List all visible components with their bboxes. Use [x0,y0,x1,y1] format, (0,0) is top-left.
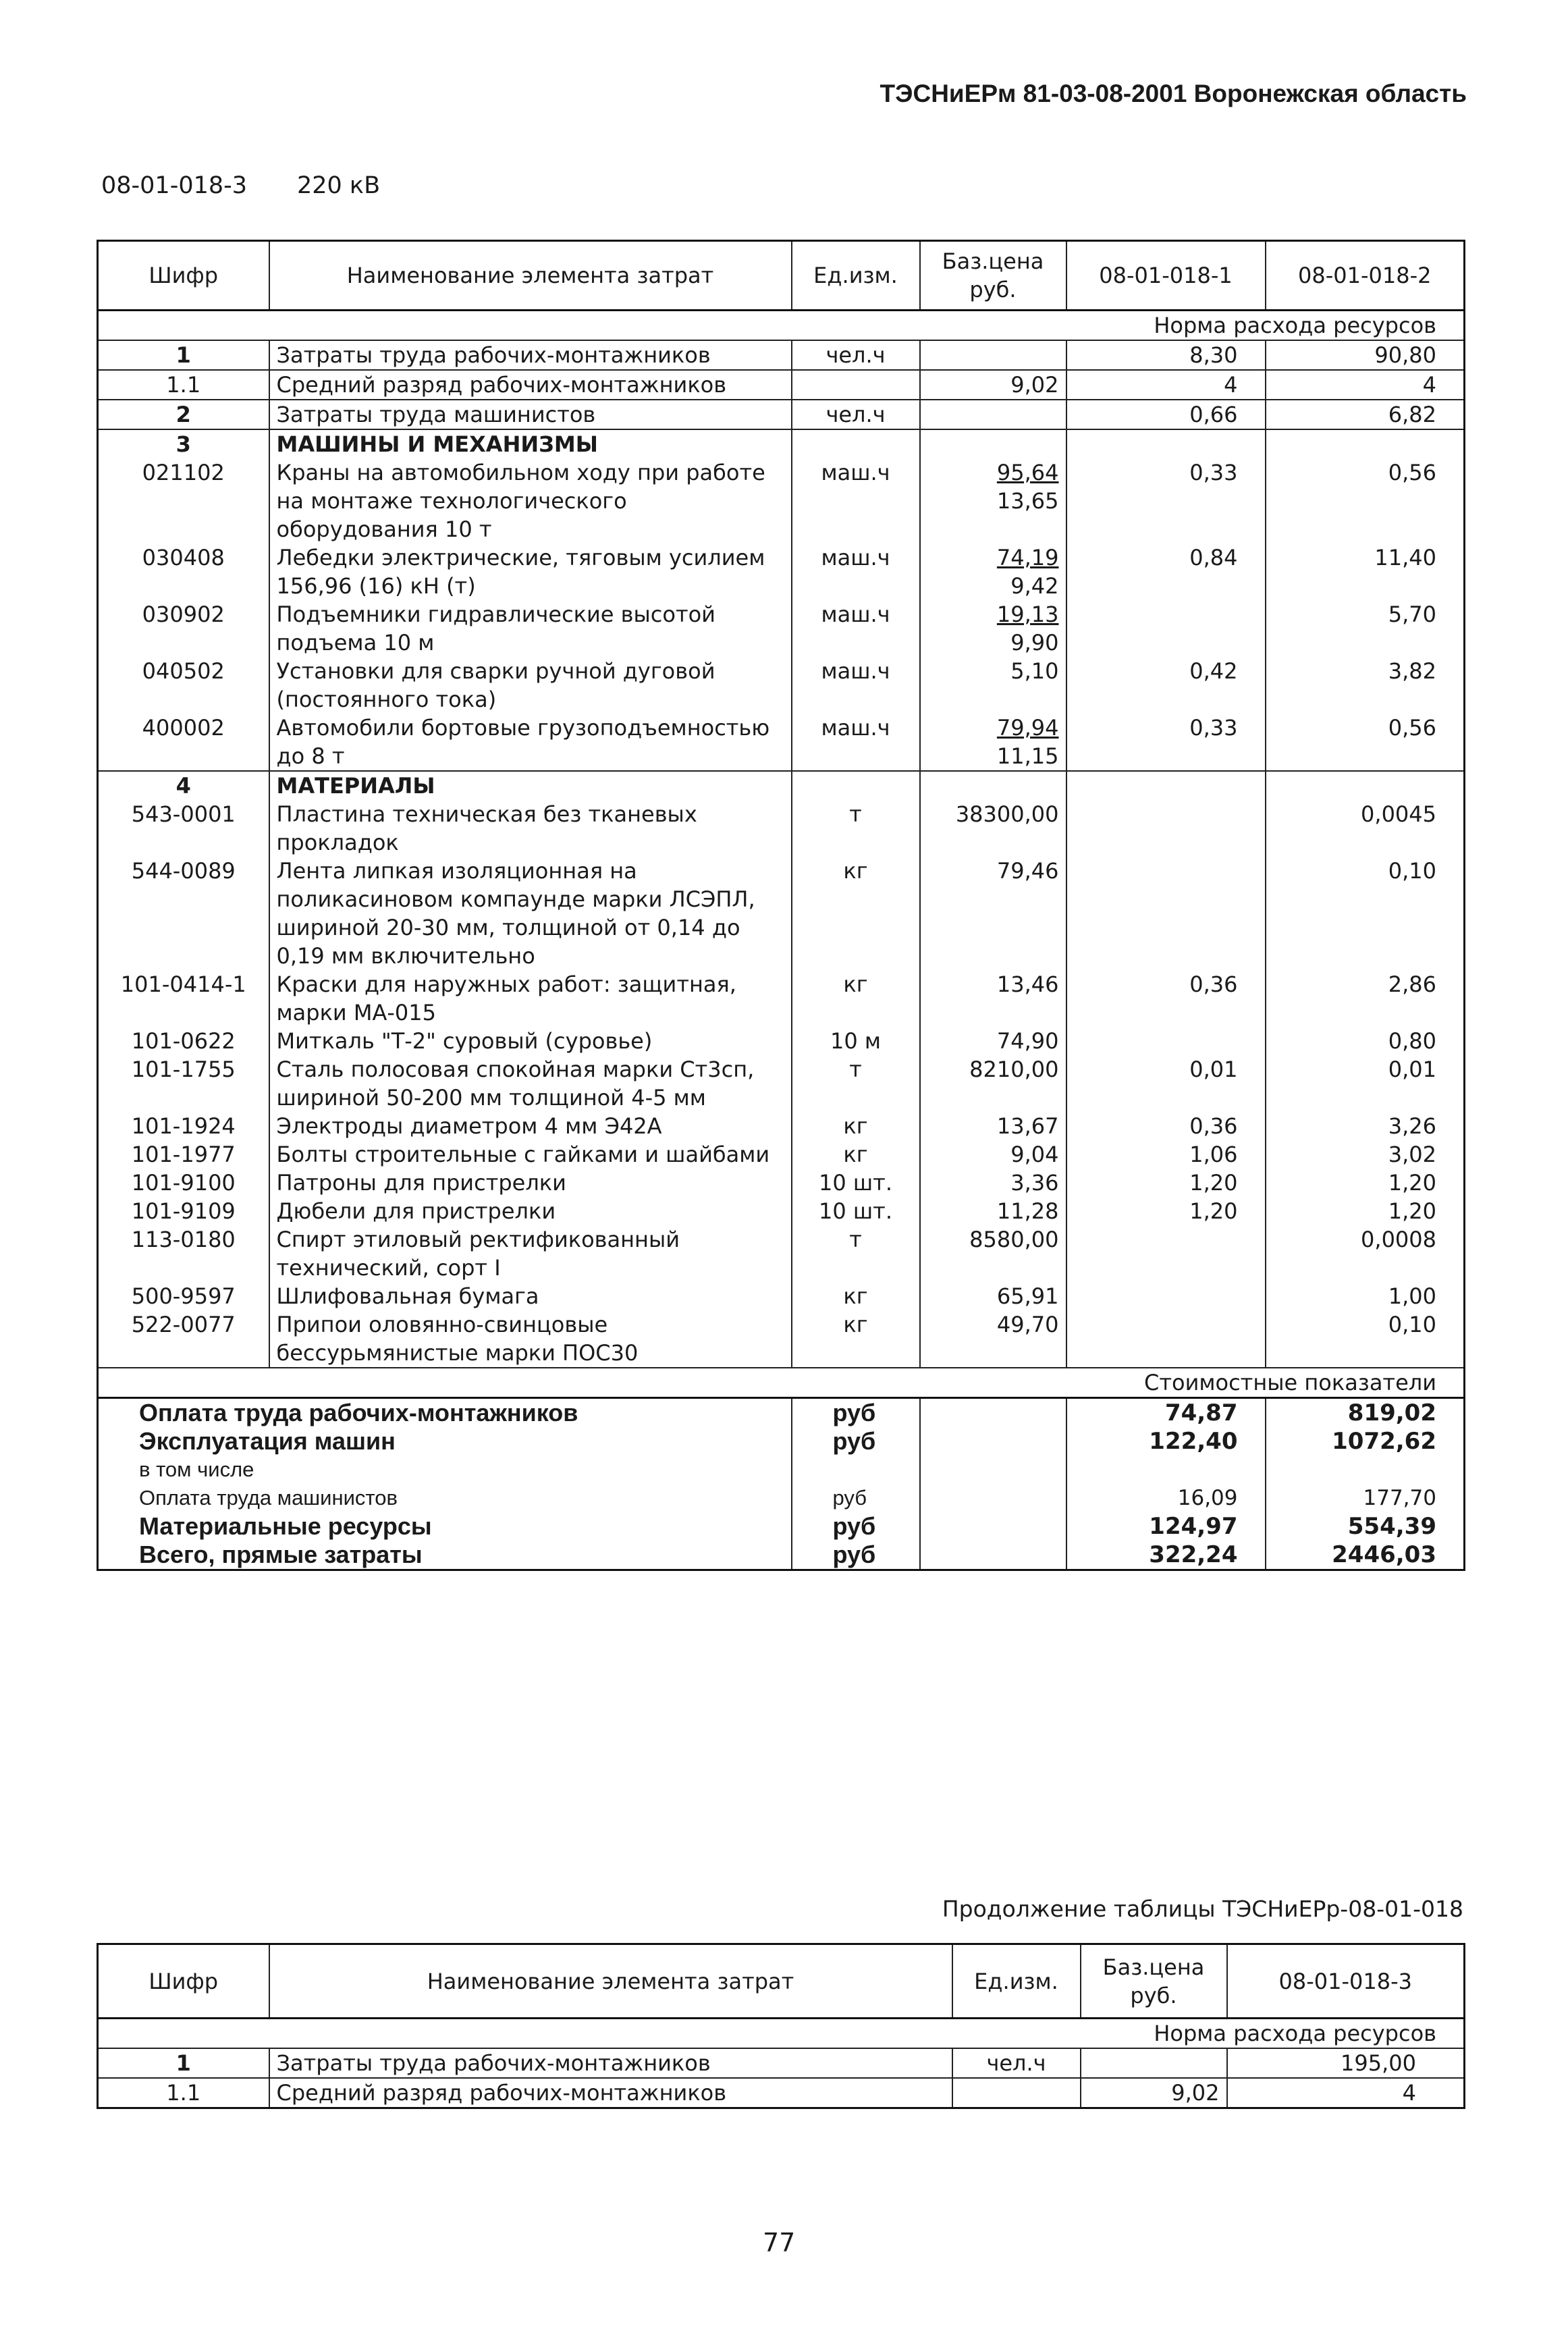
base-price: 49,70 [996,1312,1059,1337]
total-v1: 16,09 [1066,1484,1266,1512]
cell-name: Электроды диаметром 4 мм Э42А [269,1112,792,1140]
cell-price [920,1169,1066,1197]
cell-price [920,543,1066,600]
total-price-blank [920,1512,1066,1541]
cell-code: 543-0001 [98,800,269,857]
table-row [98,600,1465,657]
table-row [98,2078,1465,2108]
cell-code: 1 [98,340,269,370]
document-header-title: ТЭСНиЕРм 81-03-08-2001 Воронежская область [880,80,1467,107]
cell-price [920,657,1066,714]
base-price: 8580,00 [969,1227,1059,1252]
base-price: 3,36 [1010,1170,1059,1196]
section-heading-row [98,429,1465,458]
cell-code: 101-0622 [98,1027,269,1055]
cell-code: 400002 [98,714,269,771]
base-price: 79,46 [996,858,1059,884]
cell-price [920,857,1066,970]
cell-v1 [1066,771,1266,800]
cell-unit: 10 шт. [792,1169,920,1197]
cell-unit [792,370,920,400]
t2-header-price: Баз.цена руб. [1081,1944,1227,2019]
cell-v1 [1066,600,1266,657]
cost-total-row [98,1398,1465,1428]
base-price: 65,91 [996,1283,1059,1309]
cell-price [920,429,1066,458]
cell-v2: 0,10 [1266,857,1465,970]
t2-header-code: Шифр [98,1944,269,2019]
cell-v1: 0,01 [1066,1055,1266,1112]
total-v2: 2446,03 [1266,1541,1465,1570]
cell-v1: 1,20 [1066,1169,1266,1197]
table-row [98,400,1465,429]
total-name: Эксплуатация машин [98,1427,792,1456]
cell-v1: 195,00 [1227,2048,1465,2078]
cell-v1 [1066,800,1266,857]
cell-code: 101-1977 [98,1140,269,1169]
cell-code: 1.1 [98,370,269,400]
cell-code: 113-0180 [98,1225,269,1282]
total-unit: руб [792,1398,920,1428]
cell-unit: маш.ч [792,600,920,657]
cell-unit: маш.ч [792,714,920,771]
cell-v1: 4 [1066,370,1266,400]
cell-v1: 1,06 [1066,1140,1266,1169]
header-col-2: 08-01-018-2 [1266,241,1465,311]
total-name: Материальные ресурсы [98,1512,792,1541]
cell-unit [792,771,920,800]
cell-name: Лебедки электрические, тяговым усилием 156,96 (16) кН (т) [269,543,792,600]
cell-v1: 0,66 [1066,400,1266,429]
total-unit: руб [792,1484,920,1512]
cell-code: 522-0077 [98,1310,269,1368]
total-name: в том числе [98,1456,792,1484]
operator-wage-price: 9,90 [1010,630,1059,656]
cell-v1: 0,33 [1066,714,1266,771]
cell-name: Средний разряд рабочих-монтажников [269,370,792,400]
cell-price [920,800,1066,857]
cell-v1 [1066,429,1266,458]
cell-price [920,400,1066,429]
cell-name: Средний разряд рабочих-монтажников [269,2078,952,2108]
cell-name: Затраты труда рабочих-монтажников [269,2048,952,2078]
cell-code: 101-0414-1 [98,970,269,1027]
cell-code: 544-0089 [98,857,269,970]
cell-name: Краски для наружных работ: защитная, марки МА-015 [269,970,792,1027]
total-v2: 819,02 [1266,1398,1465,1428]
table-code: 08-01-018-3 [101,172,248,199]
total-name: Всего, прямые затраты [98,1541,792,1570]
cell-name: Краны на автомобильном ходу при работе на монтаже технологического оборудования 10 т [269,458,792,543]
header-col-1: 08-01-018-1 [1066,241,1266,311]
total-unit: руб [792,1541,920,1570]
cost-total-row [98,1427,1465,1456]
base-price: 8210,00 [969,1057,1059,1082]
cost-total-row [98,1512,1465,1541]
cost-total-row [98,1456,1465,1484]
cell-code: 2 [98,400,269,429]
cell-price [920,1055,1066,1112]
cell-code: 1.1 [98,2078,269,2108]
cell-name: Затраты труда рабочих-монтажников [269,340,792,370]
cell-code: 1 [98,2048,269,2078]
header-unit: Ед.изм. [792,241,920,311]
cell-v2: 0,0008 [1266,1225,1465,1282]
operator-wage-price: 11,15 [996,743,1059,769]
cell-v1: 0,36 [1066,970,1266,1027]
cell-price [920,1112,1066,1140]
cell-name: Пластина техническая без тканевых прокладок [269,800,792,857]
cell-price [1081,2048,1227,2078]
cell-unit: 10 шт. [792,1197,920,1225]
cell-name: Подъемники гидравлические высотой подъема 10 м [269,600,792,657]
cell-price [920,1225,1066,1282]
total-v2: 1072,62 [1266,1427,1465,1456]
norm-label: Норма расхода ресурсов [98,311,1465,341]
t2-header-unit: Ед.изм. [952,1944,1081,2019]
cell-unit: т [792,800,920,857]
cell-name: Миткаль "Т-2" суровый (суровье) [269,1027,792,1055]
cell-code: 101-9109 [98,1197,269,1225]
cell-v1: 8,30 [1066,340,1266,370]
table-row [98,657,1465,714]
cell-v2: 3,82 [1266,657,1465,714]
cell-v2: 3,26 [1266,1112,1465,1140]
total-v1: 322,24 [1066,1541,1266,1570]
cell-v1: 0,33 [1066,458,1266,543]
cell-v2: 6,82 [1266,400,1465,429]
total-v2: 554,39 [1266,1512,1465,1541]
cell-unit: кг [792,1112,920,1140]
table-row [98,2048,1465,2078]
cell-unit: маш.ч [792,458,920,543]
cell-v2: 3,02 [1266,1140,1465,1169]
base-price: 74,90 [996,1028,1059,1054]
t2-norm-label-row [98,2019,1465,2049]
cell-price [920,1027,1066,1055]
cell-price [920,1310,1066,1368]
base-price: 13,67 [996,1113,1059,1139]
continuation-title: Продолжение таблицы ТЭСНиЕРр-08-01-018 [942,1896,1463,1922]
cell-v2: 1,20 [1266,1169,1465,1197]
cell-v1: 0,84 [1066,543,1266,600]
cell-v2: 0,10 [1266,1310,1465,1368]
table2-header-row [98,1944,1465,2019]
cell-unit: 10 м [792,1027,920,1055]
cell-name: Затраты труда машинистов [269,400,792,429]
table-row [98,1055,1465,1112]
cost-total-row [98,1484,1465,1512]
cell-v1 [1066,1027,1266,1055]
cell-v2: 0,01 [1266,1055,1465,1112]
cell-price [920,340,1066,370]
cell-v2: 11,40 [1266,543,1465,600]
base-price: 11,28 [996,1198,1059,1224]
cell-v2: 0,56 [1266,458,1465,543]
table-row [98,857,1465,970]
cell-code: 3 [98,429,269,458]
cell-unit: кг [792,970,920,1027]
total-price-blank [920,1427,1066,1456]
base-price: 19,13 [996,602,1059,627]
table-row [98,800,1465,857]
cell-code: 4 [98,771,269,800]
table-row [98,340,1465,370]
cell-unit: чел.ч [792,340,920,370]
cell-price [920,1197,1066,1225]
cell-v2: 2,86 [1266,970,1465,1027]
cell-price [920,458,1066,543]
cell-name: Шлифовальная бумага [269,1282,792,1310]
header-name: Наименование элемента затрат [269,241,792,311]
cell-price [920,970,1066,1027]
cell-v1: 4 [1227,2078,1465,2108]
cell-name: Спирт этиловый ректификованный технический, сорт I [269,1225,792,1282]
cell-name: Патроны для пристрелки [269,1169,792,1197]
cell-v2: 1,20 [1266,1197,1465,1225]
cost-label: Стоимостные показатели [98,1368,1465,1398]
base-price: 38300,00 [955,801,1059,827]
cell-price [920,1282,1066,1310]
cost-label-row [98,1368,1465,1398]
cell-code: 101-9100 [98,1169,269,1197]
t2-norm-label: Норма расхода ресурсов [98,2019,1465,2049]
cell-unit: т [792,1225,920,1282]
cell-unit: т [792,1055,920,1112]
cell-name: Лента липкая изоляционная на поликасиновом компаунде марки ЛСЭПЛ, шириной 20-30 мм, толщиной от 0,14 до 0,19 мм включительно [269,857,792,970]
continuation-table [97,1943,1465,2109]
base-price: 13,46 [996,971,1059,997]
total-v1: 124,97 [1066,1512,1266,1541]
cell-v1 [1066,857,1266,970]
cell-unit [952,2078,1081,2108]
section-heading-row [98,771,1465,800]
cell-code: 500-9597 [98,1282,269,1310]
table-row [98,543,1465,600]
total-unit: руб [792,1427,920,1456]
cell-v2: 0,56 [1266,714,1465,771]
cell-code: 030902 [98,600,269,657]
cell-name: МАШИНЫ И МЕХАНИЗМЫ [269,429,792,458]
cell-v2: 90,80 [1266,340,1465,370]
cell-name: Болты строительные с гайками и шайбами [269,1140,792,1169]
cell-unit [792,429,920,458]
table-header-row [98,241,1465,311]
cell-v1 [1066,1282,1266,1310]
resource-norms-table [97,240,1465,1571]
cell-code: 040502 [98,657,269,714]
cell-v1: 0,36 [1066,1112,1266,1140]
total-v2 [1266,1456,1465,1484]
table-row [98,714,1465,771]
cell-v1 [1066,1225,1266,1282]
base-price: 95,64 [996,460,1059,485]
cell-unit: чел.ч [952,2048,1081,2078]
cell-v2: 0,80 [1266,1027,1465,1055]
table-row [98,1112,1465,1140]
norm-label-row [98,311,1465,341]
cell-name: Сталь полосовая спокойная марки Ст3сп, шириной 50-200 мм толщиной 4-5 мм [269,1055,792,1112]
cell-unit: чел.ч [792,400,920,429]
cost-total-row [98,1541,1465,1570]
cell-v2: 5,70 [1266,600,1465,657]
table-row [98,1310,1465,1368]
cell-unit: кг [792,1310,920,1368]
table-row [98,1197,1465,1225]
cell-v2 [1266,429,1465,458]
base-price: 79,94 [996,715,1059,741]
table-row [98,1225,1465,1282]
base-price: 9,02 [1010,372,1059,398]
total-name: Оплата труда рабочих-монтажников [98,1398,792,1428]
cell-price [920,1140,1066,1169]
total-unit: руб [792,1512,920,1541]
table-row [98,1282,1465,1310]
total-name: Оплата труда машинистов [98,1484,792,1512]
cell-price [920,370,1066,400]
cell-v1: 0,42 [1066,657,1266,714]
cell-code: 101-1755 [98,1055,269,1112]
cell-unit: кг [792,1140,920,1169]
cell-code: 030408 [98,543,269,600]
header-code: Шифр [98,241,269,311]
table-row [98,1140,1465,1169]
total-price-blank [920,1484,1066,1512]
cell-unit: маш.ч [792,543,920,600]
cell-name: Припои оловянно-свинцовые бессурьмянистые марки ПОС30 [269,1310,792,1368]
total-v1: 122,40 [1066,1427,1266,1456]
table-row [98,1169,1465,1197]
cell-code: 101-1924 [98,1112,269,1140]
base-price: 5,10 [1010,658,1059,684]
table-row [98,1027,1465,1055]
table-row [98,458,1465,543]
cell-code: 021102 [98,458,269,543]
table-row [98,370,1465,400]
table-row [98,970,1465,1027]
total-price-blank [920,1398,1066,1428]
cell-v1: 1,20 [1066,1197,1266,1225]
cell-v1 [1066,1310,1266,1368]
cell-v2 [1266,771,1465,800]
total-unit [792,1456,920,1484]
cell-unit: кг [792,857,920,970]
base-price: 9,04 [1010,1142,1059,1167]
cell-unit: кг [792,1282,920,1310]
cell-v2: 1,00 [1266,1282,1465,1310]
total-v1 [1066,1456,1266,1484]
total-v1: 74,87 [1066,1398,1266,1428]
total-v2: 177,70 [1266,1484,1465,1512]
cell-price [920,600,1066,657]
page-number: 77 [763,2228,796,2258]
operator-wage-price: 9,42 [1010,573,1059,599]
operator-wage-price: 13,65 [996,488,1059,514]
cell-price [920,714,1066,771]
base-price: 74,19 [996,545,1059,570]
total-price-blank [920,1541,1066,1570]
cell-name: МАТЕРИАЛЫ [269,771,792,800]
cell-v2: 0,0045 [1266,800,1465,857]
voltage-label: 220 кВ [297,172,381,199]
cell-name: Дюбели для пристрелки [269,1197,792,1225]
cell-price: 9,02 [1081,2078,1227,2108]
t2-header-col: 08-01-018-3 [1227,1944,1465,2019]
cell-name: Установки для сварки ручной дуговой (постоянного тока) [269,657,792,714]
header-price: Баз.цена руб. [920,241,1066,311]
total-price-blank [920,1456,1066,1484]
t2-header-name: Наименование элемента затрат [269,1944,952,2019]
cell-price [920,771,1066,800]
cell-unit: маш.ч [792,657,920,714]
cell-name: Автомобили бортовые грузоподъемностью до 8 т [269,714,792,771]
cell-v2: 4 [1266,370,1465,400]
